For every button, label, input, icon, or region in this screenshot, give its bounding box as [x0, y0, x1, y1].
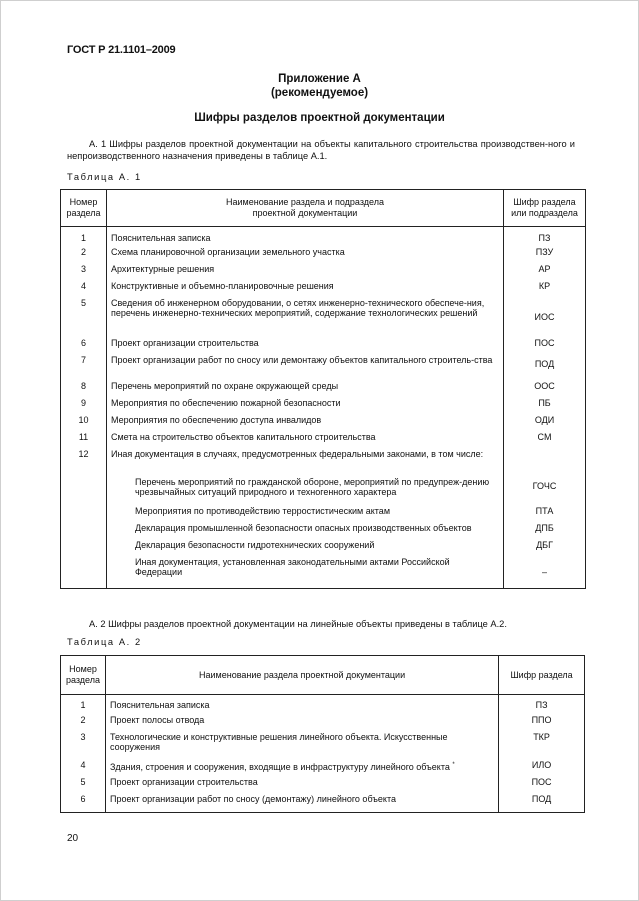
table2-header-code: Шифр раздела [499, 656, 585, 695]
table-row [61, 261, 586, 278]
subrow-code: ДПБ [504, 520, 586, 537]
table2-label: Таблица А. 2 [67, 637, 142, 647]
row-name: Здания, строения и сооружения, входящие в инфраструктуру линейного объекта * [105, 757, 498, 774]
row-number: 5 [61, 295, 107, 335]
row-code: ПЗУ [504, 244, 586, 261]
table1-header-code: Шифр раздела или подраздела [504, 190, 586, 227]
row-name: Проект организации строительства [106, 335, 503, 352]
table-row [61, 378, 586, 395]
row-number: 6 [61, 791, 106, 813]
subrow-code: ДБГ [504, 537, 586, 554]
subrow-name: Декларация безопасности гидротехнических сооружений [106, 537, 503, 554]
row-code: ПБ [504, 395, 586, 412]
row-number: 12 [61, 446, 107, 474]
table-row [61, 278, 586, 295]
table-row [61, 395, 586, 412]
row-code: ООС [504, 378, 586, 395]
table-row [61, 295, 586, 335]
row-number: 1 [61, 695, 106, 712]
row-code [504, 446, 586, 474]
row-code: ПОД [504, 352, 586, 378]
row-number: 3 [61, 261, 107, 278]
footnote-mark: * [452, 761, 455, 768]
row-number: 11 [61, 429, 107, 446]
row-number: 4 [61, 757, 106, 774]
table1-header-num: Номер раздела [61, 190, 107, 227]
row-number: 2 [61, 244, 107, 261]
row-name: Архитектурные решения [106, 261, 503, 278]
subrow-name: Иная документация, установленная законодательными актами Российской Федерации [106, 554, 503, 589]
table-row [61, 712, 585, 729]
row-name: Проект организации строительства [105, 774, 498, 791]
row-code: ПЗ [499, 695, 585, 712]
row-code: ПОС [499, 774, 585, 791]
table-row [61, 757, 585, 774]
subrow-code: – [504, 554, 586, 589]
row-name: Схема планировочной организации земельного участка [106, 244, 503, 261]
row-name: Проект организации работ по сносу или демонтажу объектов капитального строитель-ства [106, 352, 503, 378]
table-row [61, 412, 586, 429]
row-number: 5 [61, 774, 106, 791]
table-subrow [61, 520, 586, 537]
table2-header-name: Наименование раздела проектной документации [105, 656, 498, 695]
row-code: СМ [504, 429, 586, 446]
row-code: КР [504, 278, 586, 295]
row-name: Мероприятия по обеспечению доступа инвалидов [106, 412, 503, 429]
table-row [61, 774, 585, 791]
table-subrow [61, 503, 586, 520]
row-name: Смета на строительство объектов капитального строительства [106, 429, 503, 446]
appendix-title: Приложение А [278, 73, 361, 85]
row-number: 9 [61, 395, 107, 412]
row-number: 2 [61, 712, 106, 729]
table2-header-num: Номер раздела [61, 656, 106, 695]
row-code: ПОС [504, 335, 586, 352]
paragraph-a2: А. 2 Шифры разделов проектной документации на линейные объекты приведены в таблице А.2. [89, 619, 507, 629]
row-code: АР [504, 261, 586, 278]
row-name: Пояснительная записка [105, 695, 498, 712]
row-name: Технологические и конструктивные решения линейного объекта. Искусственные сооружения [105, 729, 498, 757]
table-a2 [60, 655, 585, 813]
table-row [61, 791, 585, 813]
row-code: ТКР [499, 729, 585, 757]
table-row [61, 352, 586, 378]
row-number: 7 [61, 352, 107, 378]
table-row [61, 695, 585, 712]
row-code: ППО [499, 712, 585, 729]
table-row [61, 244, 586, 261]
subrow-name: Декларация промышленной безопасности опасных производственных объектов [106, 520, 503, 537]
row-number: 6 [61, 335, 107, 352]
table1-header-name: Наименование раздела и подраздела проектной документации [106, 190, 503, 227]
row-name: Проект организации работ по сносу (демонтажу) линейного объекта [105, 791, 498, 813]
row-number: 10 [61, 412, 107, 429]
row-name: Сведения об инженерном оборудовании, о сетях инженерно-технического обеспече-ния, перечень инженерно-технических мероприятий, содержание технологических решений [106, 295, 503, 335]
subrow-name: Перечень мероприятий по гражданской обороне, мероприятий по предупреж-дению чрезвычайных ситуаций природного и техногенного характера [106, 474, 503, 503]
row-code: ПЗ [504, 227, 586, 244]
table-row [61, 446, 586, 474]
row-name: Перечень мероприятий по охране окружающей среды [106, 378, 503, 395]
row-name: Иная документация в случаях, предусмотренных федеральными законами, в том числе: [106, 446, 503, 474]
table-a1 [60, 189, 586, 589]
row-name: Мероприятия по обеспечению пожарной безопасности [106, 395, 503, 412]
table-row [61, 429, 586, 446]
page-number: 20 [67, 833, 79, 844]
row-number: 4 [61, 278, 107, 295]
row-name: Проект полосы отвода [105, 712, 498, 729]
row-code: ПОД [499, 791, 585, 813]
row-code: ОДИ [504, 412, 586, 429]
table1-label: Таблица А. 1 [67, 172, 142, 182]
table-row [61, 729, 585, 757]
table-row [61, 335, 586, 352]
table-subrow [61, 537, 586, 554]
row-number: 8 [61, 378, 107, 395]
row-number: 1 [61, 227, 107, 244]
table-row [61, 227, 586, 244]
subrow-code: ГОЧС [504, 474, 586, 503]
appendix-subtitle: (рекомендуемое) [270, 87, 369, 99]
row-name: Конструктивные и объемно-планировочные решения [106, 278, 503, 295]
row-code: ИЛО [499, 757, 585, 774]
row-name: Пояснительная записка [106, 227, 503, 244]
table-subrow [61, 554, 586, 589]
table-subrow [61, 474, 586, 503]
row-code: ИОС [504, 295, 586, 335]
subrow-code: ПТА [504, 503, 586, 520]
row-number: 3 [61, 729, 106, 757]
appendix-heading: Шифры разделов проектной документации [194, 112, 445, 124]
standard-number: ГОСТ Р 21.1101–2009 [67, 44, 176, 56]
subrow-name: Мероприятия по противодействию терростистическим актам [106, 503, 503, 520]
paragraph-a1: А. 1 Шифры разделов проектной документации на объекты капитального строительства производствен-ного и непроизводственного назначения приведены в таблице А.1. [67, 139, 575, 161]
